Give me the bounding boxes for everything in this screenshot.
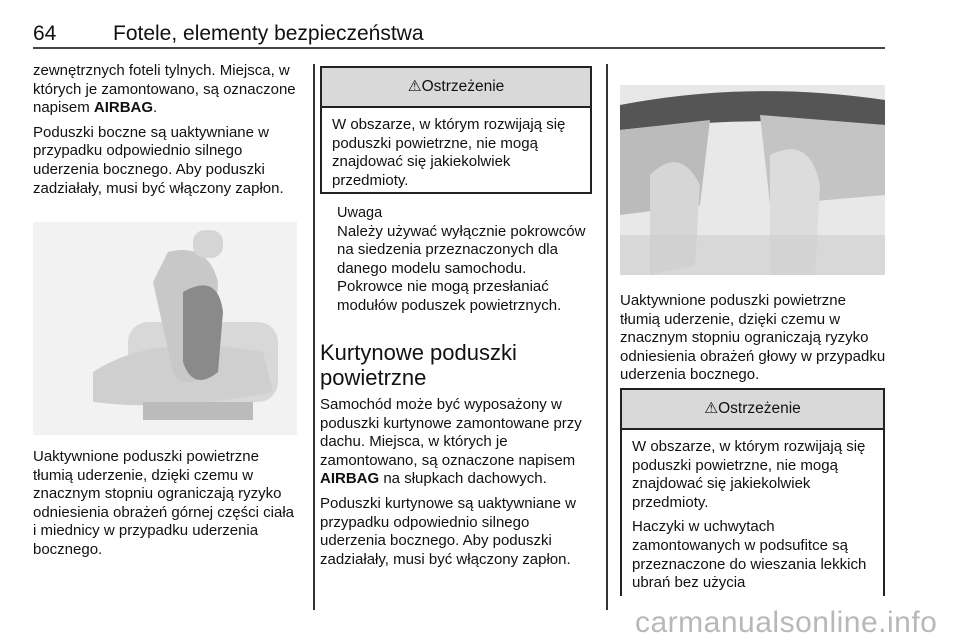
warning-box: [320, 66, 592, 194]
image-caption: Uaktywnione poduszki powietrzne tłumią uderzenie, dzięki czemu w znacznym stopniu ograniczają ryzyko odniesienia obrażeń głowy w przypadku uderzenia bocznego.: [620, 292, 886, 384]
text: Samochód może być wyposażony w poduszki kurtynowe zamontowane przy dachu. Miejsca, w których je zamontowano, są oznaczone napisem: [320, 396, 582, 469]
paragraph: Poduszki boczne są uaktywniane w przypadku odpowiednio silnego uderzenia bocznego. Aby poduszki zadziałały, musi być włączony zapłon.: [33, 123, 284, 197]
note: [337, 204, 595, 322]
column-3: [620, 292, 890, 391]
warning-text: W obszarze, w którym rozwijają się poduszki powietrzne, nie mogą znajdować się jakiekolwiek przedmioty.: [632, 438, 866, 511]
airbag-label: AIRBAG: [93, 99, 154, 117]
warning-text: Haczyki w uchwytach zamontowanych w podsufitce są przeznaczone do wieszania lekkich ubrań bez użycia: [632, 518, 867, 592]
warning-triangle-icon: ⚠: [704, 400, 719, 417]
image-caption: Uaktywnione poduszki powietrzne tłumią uderzenie, dzięki czemu w znacznym stopniu ograniczają ryzyko odniesienia obrażeń górnej części ciała i miednicy w przypadku uderzenia bocznego.: [33, 448, 294, 558]
column-divider: [313, 64, 315, 610]
airbag-label: AIRBAG: [320, 470, 380, 488]
section-heading: Kurtynowe poduszki powietrzne: [320, 340, 517, 390]
paragraph: [320, 396, 595, 489]
curtain-airbag-illustration: [620, 85, 885, 275]
paragraph: [33, 62, 301, 118]
column-1: [33, 62, 301, 204]
watermark: carmanualsonline.info: [635, 606, 938, 639]
warning-title: Ostrzeżenie: [718, 400, 801, 417]
warning-text: W obszarze, w którym rozwijają się poduszki powietrzne, nie mogą znajdować się jakiekolwiek przedmioty.: [332, 116, 566, 189]
paragraph: Poduszki kurtynowe są uaktywniane w przypadku odpowiednio silnego uderzenia bocznego. Aby poduszki zadziałały, musi być włączony zapłon.: [320, 494, 576, 568]
column-divider: [606, 64, 608, 610]
note-text: Należy używać wyłącznie pokrowców na siedzenia przeznaczonych dla danego modelu samochodu. Pokrowce nie mogą przesłaniać modułów poduszek powietrznych.: [337, 222, 586, 314]
header-rule: [33, 47, 885, 49]
text: .: [153, 99, 158, 117]
warning-triangle-icon: ⚠: [407, 78, 422, 95]
text: zewnętrznych foteli tylnych. Miejsca, w których je zamontowano, są oznaczone napisem: [33, 62, 296, 117]
column-1-caption: [33, 448, 301, 566]
warning-box: [620, 388, 885, 596]
warning-title: Ostrzeżenie: [421, 78, 505, 95]
page-title: Fotele, elementy bezpieczeństwa: [113, 22, 424, 45]
page-number: 64: [33, 22, 57, 45]
side-airbag-seat-illustration: [33, 222, 297, 435]
warning-header: [622, 390, 883, 430]
note-title: Uwaga: [337, 205, 383, 221]
column-2: [320, 334, 595, 575]
text: na słupkach dachowych.: [379, 470, 547, 488]
warning-header: [322, 68, 590, 108]
